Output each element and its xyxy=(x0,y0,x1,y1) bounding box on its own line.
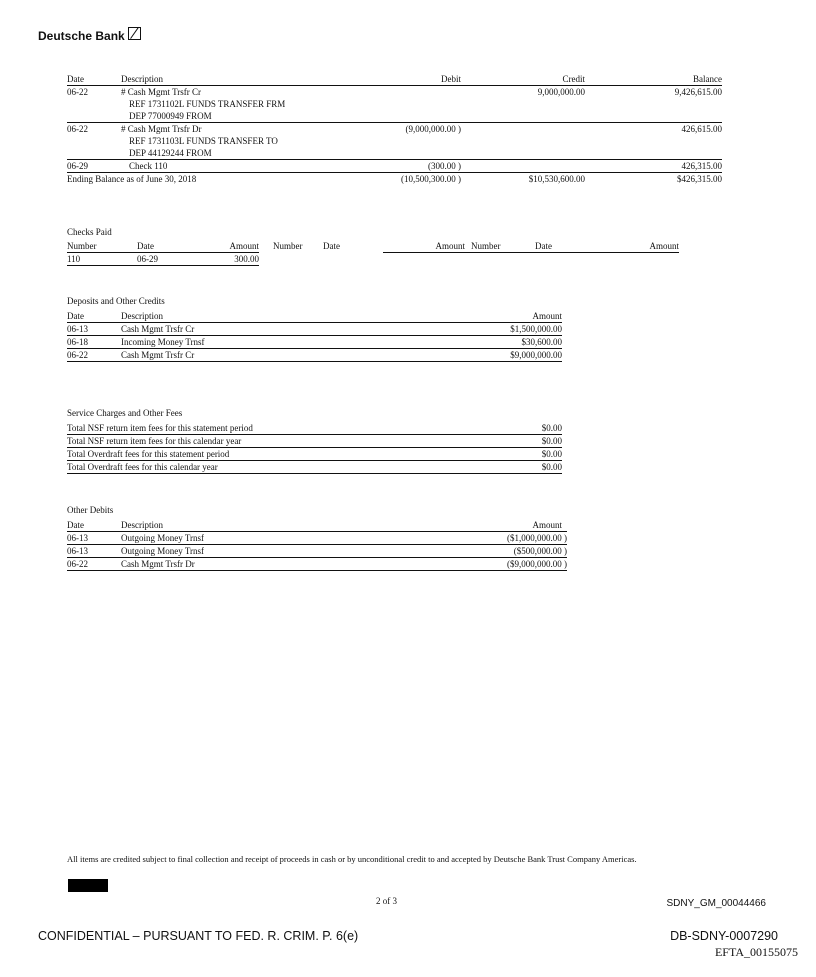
debit-amount: ($9,000,000.00 ) xyxy=(421,558,567,571)
col-description: Description xyxy=(121,73,341,86)
txn-credit: 9,000,000.00 xyxy=(537,87,585,97)
col-date: Date xyxy=(67,519,121,532)
table-row xyxy=(67,336,562,349)
table-row xyxy=(67,86,722,99)
fee-label: Total Overdraft fees for this calendar year xyxy=(67,461,421,474)
col-credit: Credit xyxy=(461,73,585,86)
bank-name: Deutsche Bank xyxy=(38,29,125,43)
col-amount: Amount xyxy=(383,240,465,253)
txn-description: Check 110 xyxy=(121,160,341,173)
page-number: 2 of 3 xyxy=(376,896,397,906)
txn-credit xyxy=(461,160,585,173)
table-row xyxy=(67,160,722,173)
ending-credit: $10,530,600.00 xyxy=(528,174,585,184)
deposit-amount: $1,500,000.00 xyxy=(421,323,562,336)
col-date: Date xyxy=(323,241,340,251)
efta-number: EFTA_00155075 xyxy=(714,945,798,959)
col-date: Date xyxy=(67,310,121,323)
col-description: Description xyxy=(121,310,421,323)
ending-balance: $426,315.00 xyxy=(677,174,722,184)
table-row xyxy=(67,253,679,266)
fee-amount: $0.00 xyxy=(421,422,562,435)
txn-balance: 9,426,615.00 xyxy=(674,87,722,97)
deposit-description: Incoming Money Trnsf xyxy=(121,336,421,349)
deposit-date: 06-22 xyxy=(67,349,121,362)
ending-balance-label: Ending Balance as of June 30, 2018 xyxy=(67,174,197,184)
service-charges-table xyxy=(67,422,562,474)
col-date: Date xyxy=(67,73,121,86)
col-balance: Balance xyxy=(585,73,722,86)
txn-debit xyxy=(341,86,461,99)
col-debit: Debit xyxy=(341,73,461,86)
txn-description-line: REF 1731102L FUNDS TRANSFER FRM xyxy=(129,99,286,109)
check-amount: 300.00 xyxy=(197,253,259,266)
deposit-date: 06-13 xyxy=(67,323,121,336)
checks-paid-table xyxy=(67,240,679,266)
debit-date: 06-13 xyxy=(67,545,121,558)
bates-number: SDNY_GM_00044466 xyxy=(666,898,766,909)
disclaimer: All items are credited subject to final collection and receipt of proceeds in cash or by unconditional credit to and accepted by Deutsche Bank Trust Company Americas. xyxy=(67,854,637,864)
deposits-table xyxy=(67,310,562,362)
txn-date: 06-29 xyxy=(67,160,121,173)
col-amount: Amount xyxy=(595,240,679,253)
txn-credit xyxy=(461,123,585,136)
col-amount: Amount xyxy=(421,519,567,532)
table-row xyxy=(67,349,562,362)
table-row xyxy=(67,448,562,461)
check-number: 110 xyxy=(67,253,137,266)
debit-amount: ($500,000.00 ) xyxy=(421,545,567,558)
table-row xyxy=(67,435,562,448)
table-row xyxy=(67,461,562,474)
txn-debit: (9,000,000.00 ) xyxy=(405,124,461,134)
redaction-box xyxy=(68,879,108,892)
fee-amount: $0.00 xyxy=(421,448,562,461)
col-amount: Amount xyxy=(421,310,562,323)
col-number: Number xyxy=(465,240,535,253)
txn-description: # Cash Mgmt Trsfr Dr xyxy=(121,124,202,134)
debit-amount: ($1,000,000.00 ) xyxy=(421,532,567,545)
deposit-date: 06-18 xyxy=(67,336,121,349)
table-row xyxy=(67,422,562,435)
db-bates-number: DB-SDNY-0007290 xyxy=(670,929,778,943)
ending-debit: (10,500,300.00 ) xyxy=(401,174,461,184)
table-row xyxy=(67,532,567,545)
col-number: Number xyxy=(67,240,137,253)
deposit-description: Cash Mgmt Trsfr Cr xyxy=(121,349,421,362)
deposit-amount: $30,600.00 xyxy=(421,336,562,349)
table-row xyxy=(67,558,567,571)
debit-description: Outgoing Money Trnsf xyxy=(121,532,421,545)
debit-description: Outgoing Money Trnsf xyxy=(121,545,421,558)
txn-balance: 426,615.00 xyxy=(681,124,722,134)
fee-label: Total NSF return item fees for this statement period xyxy=(67,422,421,435)
table-row xyxy=(67,545,567,558)
txn-description-line: DEP 77000949 FROM xyxy=(121,110,341,123)
txn-debit: (300.00 ) xyxy=(341,160,461,173)
fee-amount: $0.00 xyxy=(421,461,562,474)
col-number: Number xyxy=(273,241,303,251)
ending-balance-row xyxy=(67,173,722,186)
txn-description-line: REF 1731103L FUNDS TRANSFER TO xyxy=(129,136,278,146)
fee-label: Total Overdraft fees for this statement period xyxy=(67,448,421,461)
txn-description-line: DEP 44129244 FROM xyxy=(121,147,341,160)
col-description: Description xyxy=(121,519,421,532)
debit-description: Cash Mgmt Trsfr Dr xyxy=(121,558,421,571)
txn-balance: 426,315.00 xyxy=(585,160,722,173)
txn-description: # Cash Mgmt Trsfr Cr xyxy=(121,87,202,97)
table-row xyxy=(67,123,722,136)
fee-amount: $0.00 xyxy=(421,435,562,448)
table-row xyxy=(67,323,562,336)
deposit-amount: $9,000,000.00 xyxy=(421,349,562,362)
other-debits-title: Other Debits xyxy=(67,505,114,515)
transactions-table xyxy=(67,73,722,185)
deposits-title: Deposits and Other Credits xyxy=(67,296,165,306)
col-date: Date xyxy=(535,240,595,253)
debit-date: 06-13 xyxy=(67,532,121,545)
col-date: Date xyxy=(137,240,197,253)
service-charges-title: Service Charges and Other Fees xyxy=(67,408,183,418)
txn-date: 06-22 xyxy=(67,124,88,134)
confidential-notice: CONFIDENTIAL – PURSUANT TO FED. R. CRIM. P. 6(e) xyxy=(38,929,359,943)
col-amount: Amount xyxy=(197,240,259,253)
txn-date: 06-22 xyxy=(67,87,88,97)
other-debits-table xyxy=(67,519,567,571)
checks-paid-title: Checks Paid xyxy=(67,227,112,237)
fee-label: Total NSF return item fees for this calendar year xyxy=(67,435,421,448)
deutsche-bank-logo-icon xyxy=(128,27,141,40)
check-date: 06-29 xyxy=(137,253,197,266)
debit-date: 06-22 xyxy=(67,558,121,571)
deposit-description: Cash Mgmt Trsfr Cr xyxy=(121,323,421,336)
